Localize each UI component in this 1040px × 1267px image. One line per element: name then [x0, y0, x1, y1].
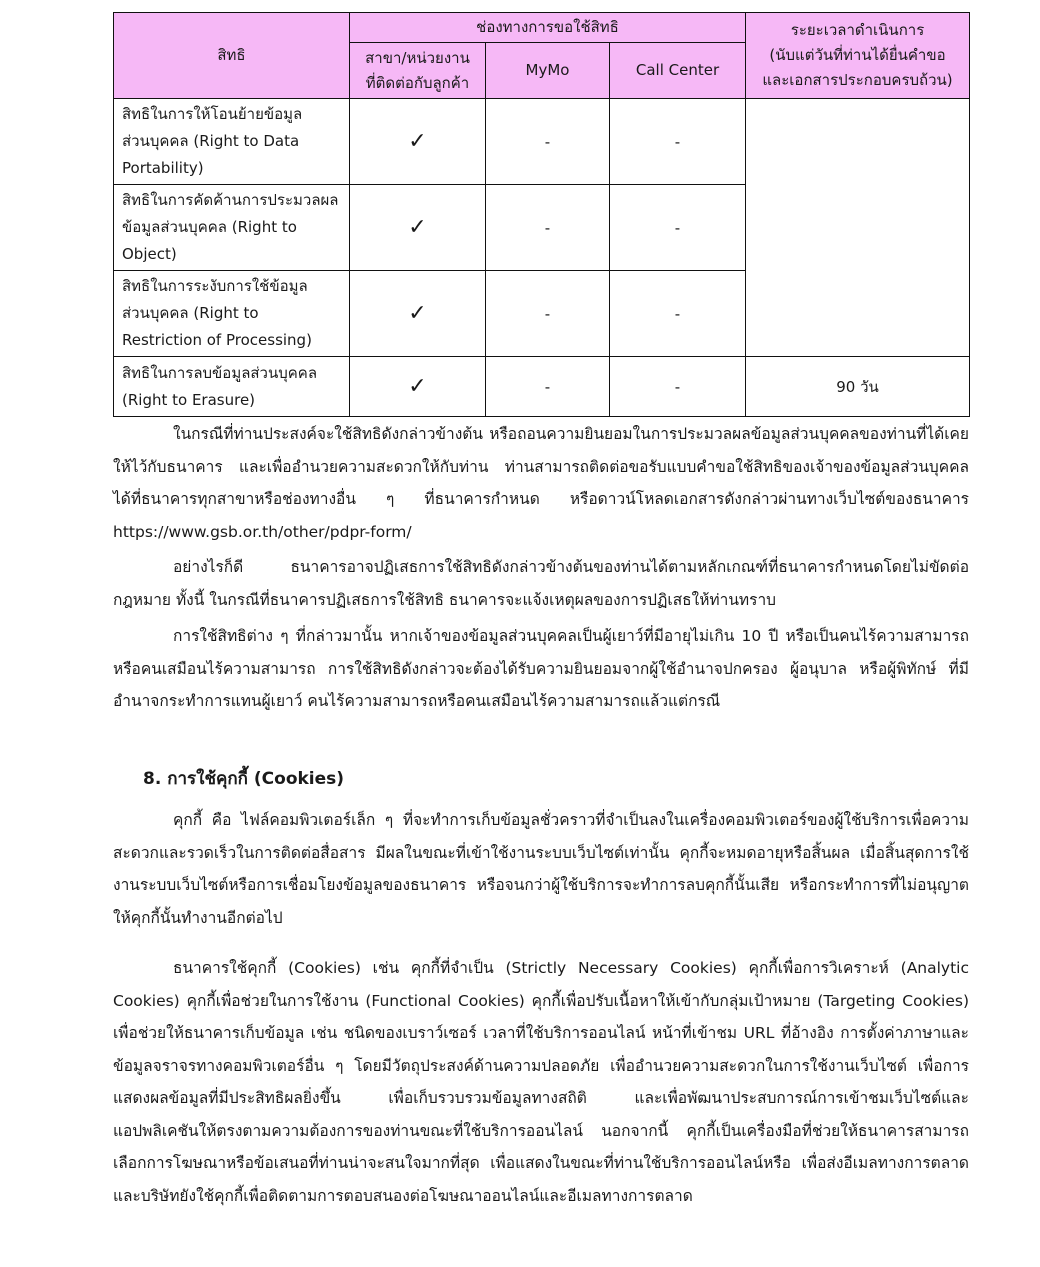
- right-name: สิทธิในการลบข้อมูลส่วนบุคคล (Right to Erasure): [114, 357, 350, 417]
- paragraph-5: ธนาคารใช้คุกกี้ (Cookies) เช่น คุกกี้ที่จำเป็น (Strictly Necessary Cookies) คุกกี้เพื่อการวิเคราะห์ (Analytic Cookies) คุกกี้เพื่อช่วยในการใช้งาน (Functional Cookies) คุกกี้เพื่อปรับเนื้อหาให้เข้ากับกลุ่มเป้าหมาย (Targeting Cookies) เพื่อช่วยให้ธนาคารเก็บข้อมูล เช่น ชนิดของเบราว์เซอร์ เวลาที่ใช้บริการออนไลน์ หน้าที่เข้าชม URL ที่อ้างอิง การตั้งค่าภาษาและข้อมูลจราจรทางคอมพิวเตอร์อื่น ๆ โดยมีวัตถุประสงค์ด้านความปลอดภัย เพื่ออำนวยความสะดวกในการใช้งานเว็บไซต์ เพื่อการแสดงผลข้อมูลที่มีประสิทธิผลยิ่งขึ้น เพื่อเก็บรวบรวมข้อมูลทางสถิติ และเพื่อพัฒนาประสบการณ์การเข้าชมเว็บไซต์และแอปพลิเคชันให้ตรงตามความต้องการของท่านขณะที่ใช้บริการออนไลน์ นอกจากนี้ คุกกี้เป็นเครื่องมือที่ช่วยให้ธนาคารสามารถเลือกการโฆษณาหรือข้อเสนอที่ท่านน่าจะสนใจมากที่สุด เพื่อแสดงในขณะที่ท่านใช้บริการออนไลน์หรือ เพื่อส่งอีเมลทางการตลาด และบริษัทยังใช้คุกกี้เพื่อติดตามการตอบสนองต่อโฆษณาออนไลน์และอีเมลทางการตลาด: [113, 959, 969, 1205]
- paragraph-4: คุกกี้ คือ ไฟล์คอมพิวเตอร์เล็ก ๆ ที่จะทำการเก็บข้อมูลชั่วคราวที่จำเป็นลงในเครื่องคอมพิวเตอร์ของผู้ใช้บริการเพื่อความสะดวกและรวดเร็วในการติดต่อสื่อสาร มีผลในขณะที่เข้าใช้งานระบบเว็บไซต์เท่านั้น คุกกี้จะหมดอายุหรือสิ้นผล เมื่อสิ้นสุดการใช้งานระบบเว็บไซต์หรือการเชื่อมโยงข้อมูลของธนาคาร หรือจนกว่าผู้ใช้บริการจะทำการลบคุกกี้นั้นเสีย หรือกระทำการที่ไม่อนุญาตให้คุกกี้นั้นทำงานอีกต่อไป: [113, 811, 969, 927]
- right-name: สิทธิในการคัดค้านการประมวลผล ข้อมูลส่วนบุคคล (Right to Object): [114, 185, 350, 271]
- paragraph-3: การใช้สิทธิต่าง ๆ ที่กล่าวมานั้น หากเจ้าของข้อมูลส่วนบุคคลเป็นผู้เยาว์ที่มีอายุไม่เกิน 10 ปี หรือเป็นคนไร้ความสามารถ หรือคนเสมือนไร้ความสามารถ การใช้สิทธิดังกล่าวจะต้องได้รับความยินยอมจากผู้ใช้อำนาจปกครอง ผู้อนุบาล หรือผู้พิทักษ์ ที่มีอำนาจกระทำการแทนผู้เยาว์ คนไร้ความสามารถหรือคนเสมือนไร้ความสามารถแล้วแต่กรณี: [113, 627, 969, 710]
- table-row: [114, 357, 970, 417]
- checkmark-icon: ✓: [350, 357, 486, 417]
- right-name: สิทธิในการให้โอนย้ายข้อมูล ส่วนบุคคล (Right to Data Portability): [114, 99, 350, 185]
- header-channels: ช่องทางการขอใช้สิทธิ: [350, 13, 746, 43]
- dash-cell: -: [486, 271, 610, 357]
- dash-cell: -: [486, 185, 610, 271]
- header-callcenter: Call Center: [610, 43, 746, 99]
- dash-cell: -: [486, 357, 610, 417]
- paragraph-2: อย่างไรก็ดี ธนาคารอาจปฏิเสธการใช้สิทธิดังกล่าวข้างต้นของท่านได้ตามหลักเกณฑ์ที่ธนาคารกำหนดโดยไม่ขัดต่อกฎหมาย ทั้งนี้ ในกรณีที่ธนาคารปฏิเสธการใช้สิทธิ ธนาคารจะแจ้งเหตุผลของการปฏิเสธให้ท่านทราบ: [113, 558, 969, 609]
- checkmark-icon: ✓: [350, 185, 486, 271]
- time-cell: [746, 99, 970, 357]
- table-row: [114, 99, 970, 185]
- header-mymo: MyMo: [486, 43, 610, 99]
- header-time: ระยะเวลาดำเนินการ (นับแต่วันที่ท่านได้ยื่นคำขอ และเอกสารประกอบครบถ้วน): [746, 13, 970, 99]
- time-cell: 90 วัน: [746, 357, 970, 417]
- checkmark-icon: ✓: [350, 99, 486, 185]
- header-branch: สาขา/หน่วยงาน ที่ติดต่อกับลูกค้า: [350, 43, 486, 99]
- rights-table: [113, 12, 970, 417]
- dash-cell: -: [610, 357, 746, 417]
- right-name: สิทธิในการระงับการใช้ข้อมูล ส่วนบุคคล (Right to Restriction of Processing): [114, 271, 350, 357]
- dash-cell: -: [486, 99, 610, 185]
- dash-cell: -: [610, 99, 746, 185]
- dash-cell: -: [610, 271, 746, 357]
- section-heading: 8. การใช้คุกกี้ (Cookies): [143, 769, 345, 789]
- paragraph-1: ในกรณีที่ท่านประสงค์จะใช้สิทธิดังกล่าวข้างต้น หรือถอนความยินยอมในการประมวลผลข้อมูลส่วนบุคคลของท่านที่ได้เคยให้ไว้กับธนาคาร และเพื่ออำนวยความสะดวกให้กับท่าน ท่านสามารถติดต่อขอรับแบบคำขอใช้สิทธิของเจ้าของข้อมูลส่วนบุคคลได้ที่ธนาคารทุกสาขาหรือช่องทางอื่น ๆ ที่ธนาคารกำหนด หรือดาวน์โหลดเอกสารดังกล่าวผ่านทางเว็บไซต์ของธนาคาร https://www.gsb.or.th/other/pdpr-form/: [113, 425, 969, 541]
- header-right: สิทธิ: [114, 13, 350, 99]
- checkmark-icon: ✓: [350, 271, 486, 357]
- dash-cell: -: [610, 185, 746, 271]
